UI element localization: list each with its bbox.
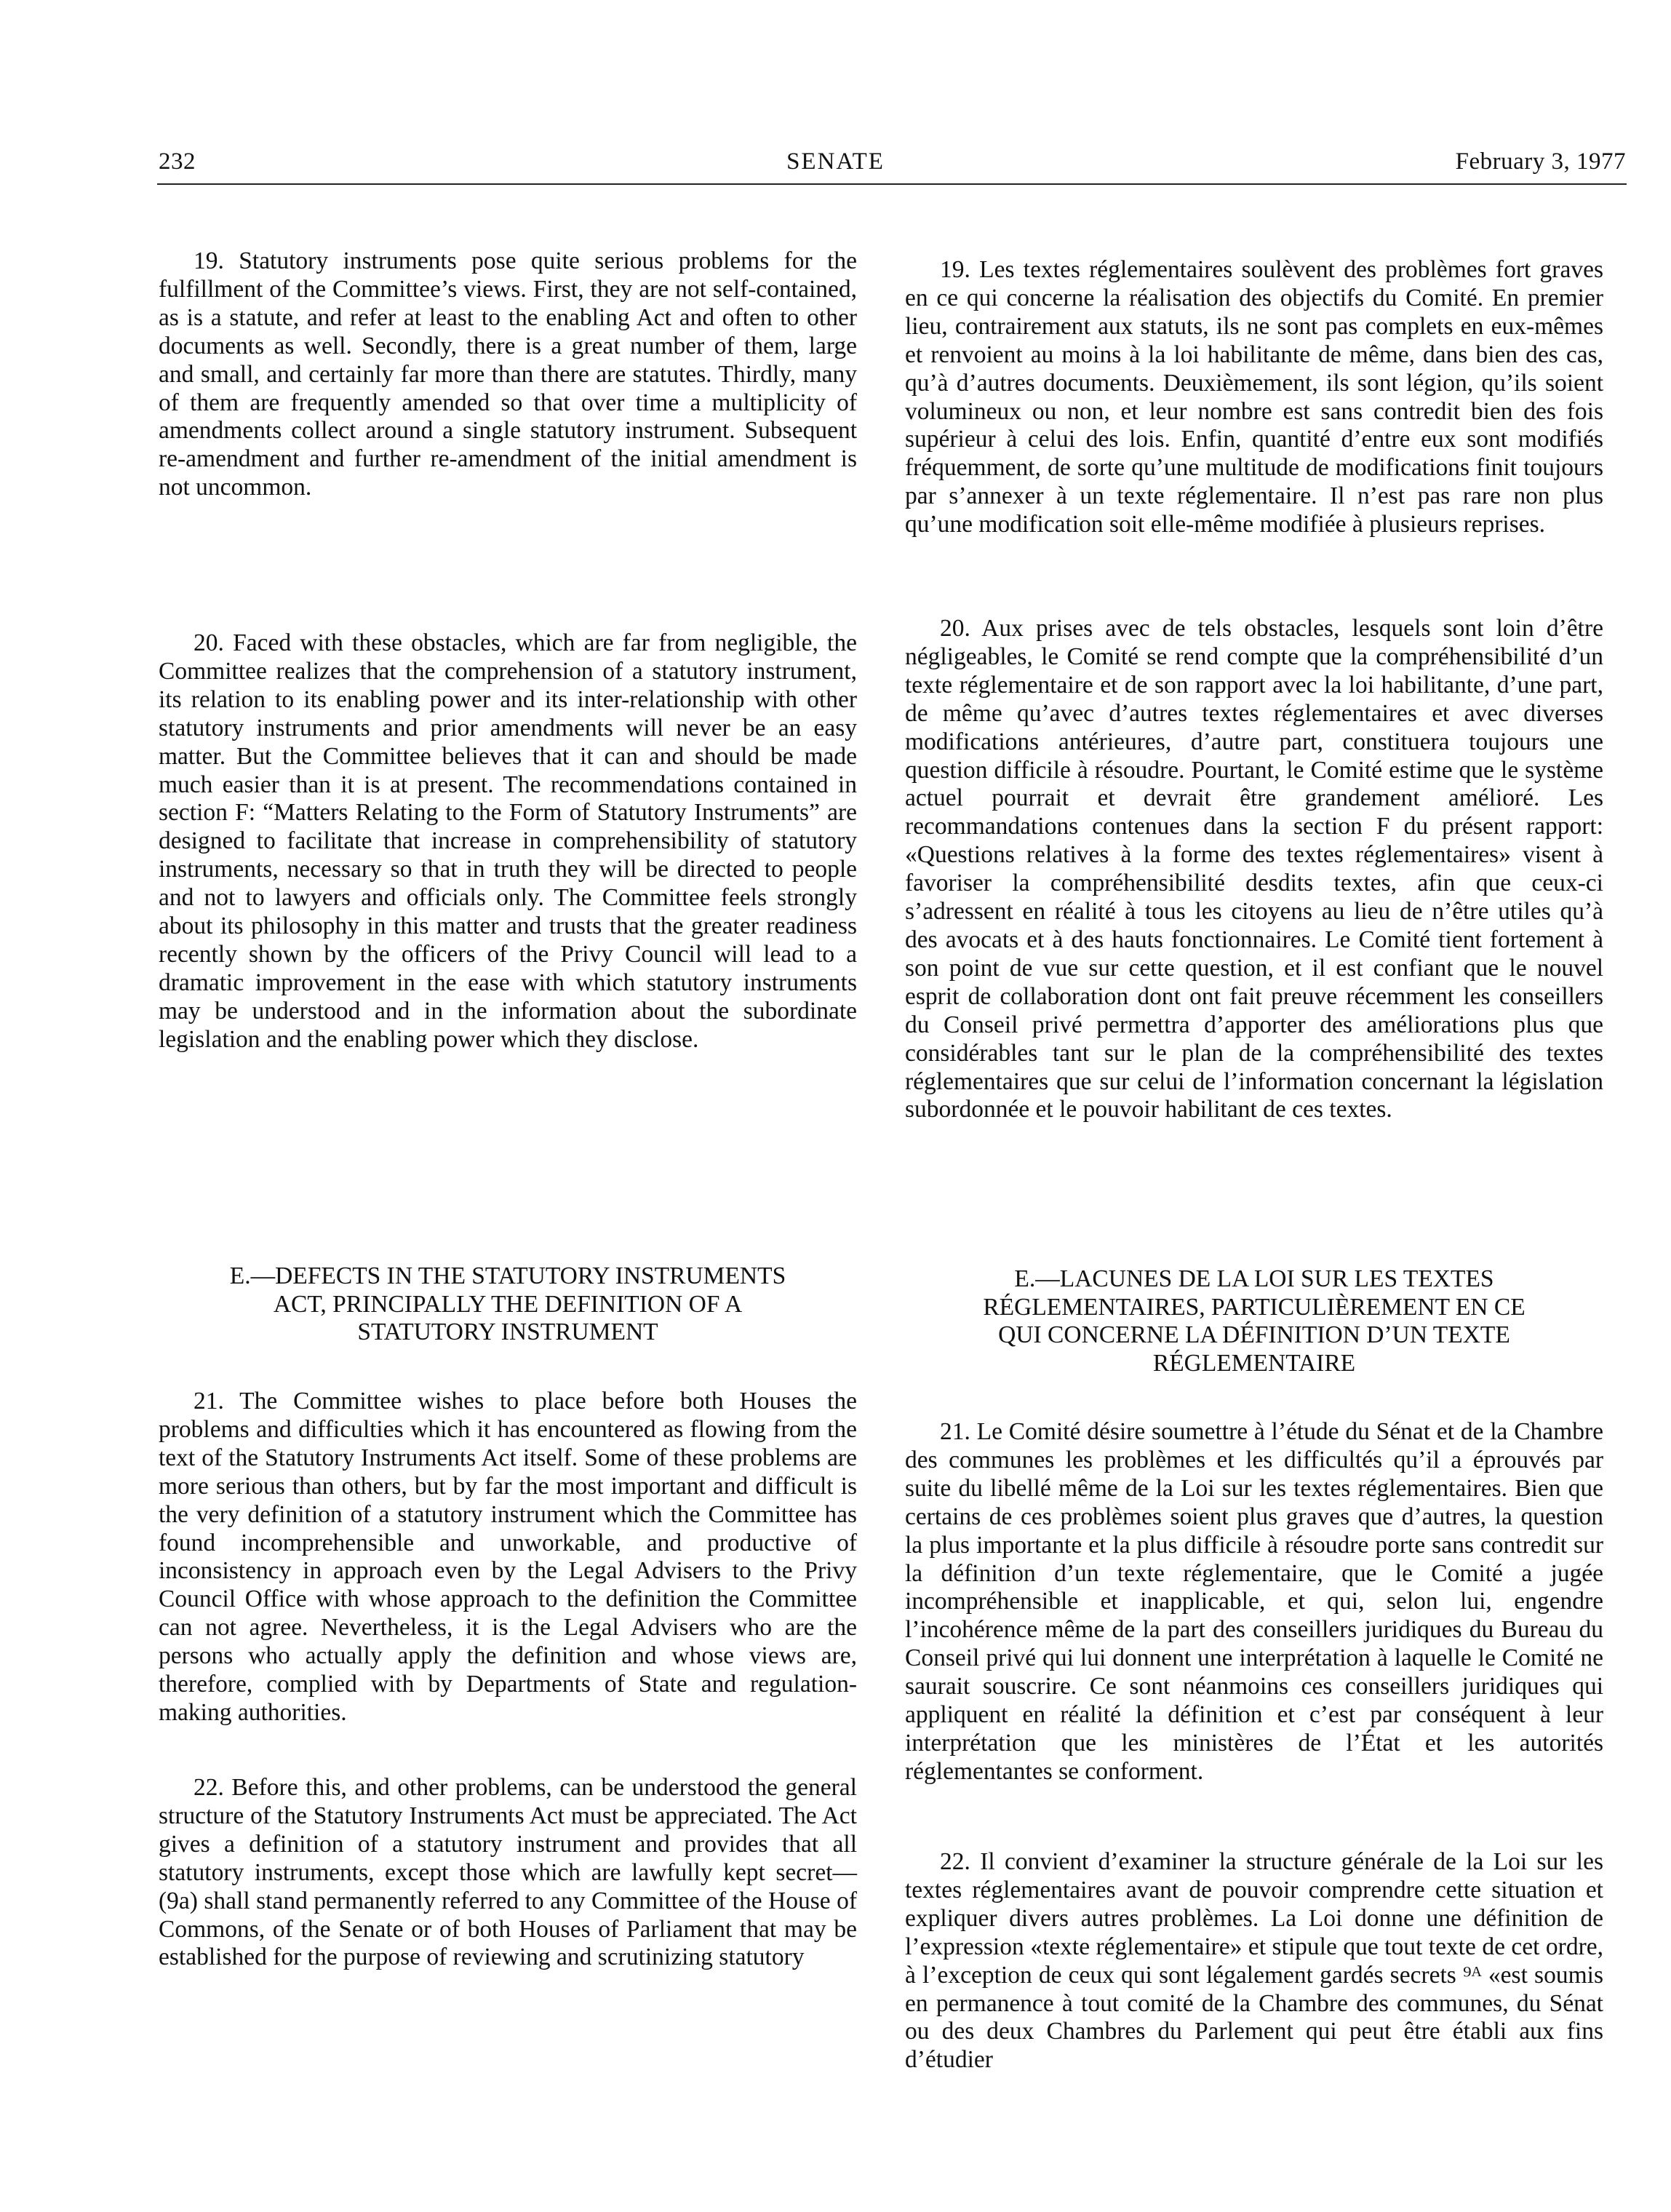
section-heading-line: ACT, PRINCIPALLY THE DEFINITION OF A [273,1290,743,1318]
paragraph-22-en: 22. Before this, and other problems, can be understood the general structure of the Statutory Instruments Act must be appreciated. The Act gives a definition of a statutory instrument and provides that all statutory instruments, except those which are lawfully kept secret—(9a) shall stand permanently referred to any Committee of the House of Commons, of the Senate or of both Houses of Parliament that may be established for the purpose of reviewing and scrutinizing statutory [159,1774,857,1971]
page-number: 232 [159,148,196,175]
paragraph-21-fr: 21. Le Comité désire soumettre à l’étude du Sénat et de la Chambre des communes les problèmes et les difficultés qu’il a éprouvés par suite du libellé même de la Loi sur les textes réglementaires. Bien que certains de ces problèmes soient plus graves que d’autres, la question la plus importante et la plus difficile à résoudre porte sans contredit sur la définition d’un texte réglementaire, que le Comité a jugée incompréhensible et inapplicable, et qui, selon lui, engendre l’incohérence même de la part des conseillers juridiques du Bureau du Conseil privé qui lui donnent une interprétation à laquelle le Comité ne saurait souscrire. Ce sont néanmoins ces conseillers juridiques qui appliquent en réalité la définition et c’est par conséquent à leur interprétation que les ministères de l’État et les autorités réglementantes se conforment. [905,1418,1603,1785]
section-heading-line: QUI CONCERNE LA DÉFINITION D’UN TEXTE [998,1321,1510,1348]
paragraph-20-en: 20. Faced with these obstacles, which are far from negligible, the Committee realizes that the comprehension of a statutory instrument, its relation to its enabling power and its inter-relationship with other statutory instruments and prior amendments will never be an easy matter. But the Committee believes that it can and should be made much easier than it is at present. The recommendations contained in section F: “Matters Relating to the Form of Statutory Instruments” are designed to facilitate that increase in comprehensibility of statutory instruments, necessary so that in truth they will be directed to people and not to lawyers and officials only. The Committee feels strongly about its philosophy in this matter and trusts that the greater readiness recently shown by the officers of the Privy Council will lead to a dramatic improvement in the ease with which statutory instruments may be understood and in the information about the subordinate legislation and the enabling power which they disclose. [159,629,857,1053]
section-heading-line: STATUTORY INSTRUMENT [357,1318,658,1345]
paragraph-19-en: 19. Statutory instruments pose quite serious problems for the fulfillment of the Committee’s views. First, they are not self-contained, as is a statute, and refer at least to the enabling Act and often to other documents as well. Secondly, there is a great number of them, large and small, and certainly far more than there are statutes. Thirdly, many of them are frequently amended so that over time a multiplicity of amendments collect around a single statutory instrument. Subsequent re-amendment and further re-amendment of the initial amendment is not uncommon. [159,247,857,501]
paragraph-22-fr: 22. Il convient d’examiner la structure générale de la Loi sur les textes réglementaires avant de pouvoir comprendre cette situation et expliquer divers autres problèmes. La Loi donne une définition de l’expression «texte réglementaire» et stipule que tout texte de cet ordre, à l’exception de ceux qui sont légalement gardés secrets ⁹ᴬ «est soumis en permanence à tout comité de la Chambre des communes, du Sénat ou des deux Chambres du Parlement qui peut être établi aux fins d’étudier [905,1848,1603,2074]
section-heading-en [159,1262,857,1347]
paragraph-19-fr: 19. Les textes réglementaires soulèvent des problèmes fort graves en ce qui concerne la réalisation des objectifs du Comité. En premier lieu, contrairement aux statuts, ils ne sont pas complets en eux-mêmes et renvoient au moins à la loi habilitante de même, dans bien des cas, qu’à d’autres documents. Deuxièmement, ils sont légion, qu’ils soient volumineux ou non, et leur nombre est sans contredit bien des fois supérieur à celui des lois. Enfin, quantité d’entre eux sont modifiés fréquemment, de sorte qu’une multitude de modifications finit toujours par s’annexer à un texte réglementaire. Il n’est pas rare non plus qu’une modification soit elle-même modifiée à plusieurs reprises. [905,256,1603,538]
paragraph-21-en: 21. The Committee wishes to place before both Houses the problems and difficulties which it has encountered as flowing from the text of the Statutory Instruments Act itself. Some of these problems are more serious than others, but by far the most important and difficult is the very definition of a statutory instrument which the Committee has found incomprehensible and unworkable, and productive of inconsistency in approach even by the Legal Advisers to the Privy Council Office with whose approach to the definition the Committee can not agree. Nevertheless, it is the Legal Advisers who are the persons who actually apply the definition and whose views are, therefore, complied with by Departments of State and regulation-making authorities. [159,1388,857,1726]
header-date: February 3, 1977 [1455,148,1626,175]
section-heading-line: E.—LACUNES DE LA LOI SUR LES TEXTES [1014,1265,1494,1292]
header-rule [157,183,1627,185]
paragraph-20-fr: 20. Aux prises avec de tels obstacles, lesquels sont loin d’être négligeables, le Comité se rend compte que la compréhensibilité d’un texte réglementaire et de son rapport avec la loi habilitante, d’une part, de même qu’avec d’autres textes réglementaires et avec diverses modifications antérieures, d’autre part, constituera toujours une question difficile à résoudre. Pourtant, le Comité estime que le système actuel pourrait et devrait être grandement amélioré. Les recommandations contenues dans la section F du présent rapport: «Questions relatives à la forme des textes réglementaires» visent à favoriser la compréhensibilité desdits textes, afin que ceux-ci s’adressent en réalité à tous les citoyens au lieu de n’être utiles qu’à des avocats et à des hauts fonctionnaires. Le Comité tient fortement à son point de vue sur cette question, et il est confiant que le nouvel esprit de collaboration dont ont fait preuve récemment les conseillers du Conseil privé permettra d’apporter des améliorations plus que considérables tant sur le plan de la compréhensibilité des textes réglementaires que sur celui de l’information concernant la législation subordonnée et le pouvoir habilitant de ces textes. [905,615,1603,1123]
section-heading-line: RÉGLEMENTAIRES, PARTICULIÈREMENT EN CE [983,1293,1526,1321]
running-title: SENATE [786,148,885,175]
section-heading-line: E.—DEFECTS IN THE STATUTORY INSTRUMENTS [229,1262,786,1289]
section-heading-line: RÉGLEMENTAIRE [1152,1349,1356,1377]
section-heading-fr [905,1265,1603,1377]
